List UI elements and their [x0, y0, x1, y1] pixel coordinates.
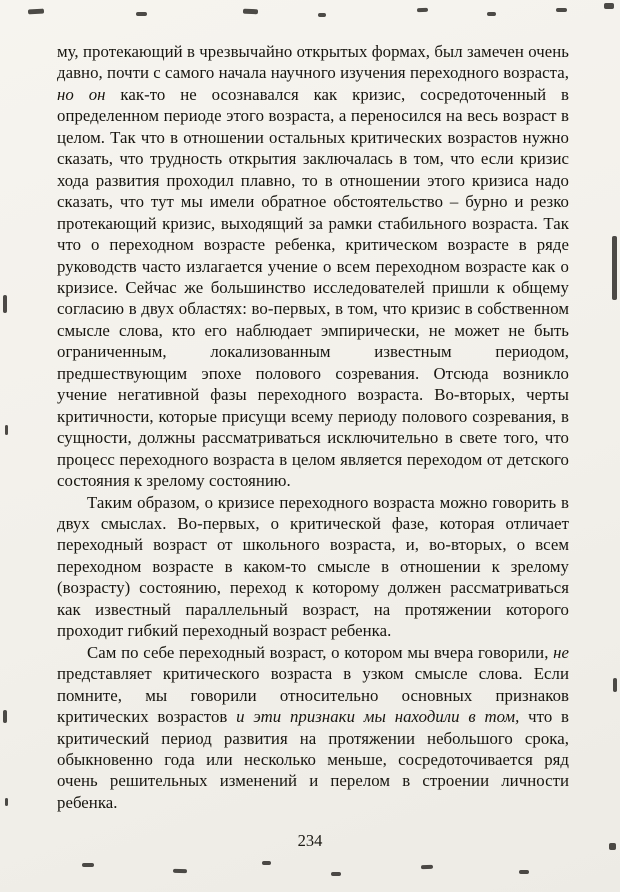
paragraph — [57, 642, 569, 814]
scan-artifact — [82, 863, 94, 867]
scan-artifact — [519, 870, 529, 874]
scan-artifact — [262, 861, 271, 865]
scan-artifact — [5, 425, 8, 435]
text-run: Сам по себе переходный возраст, о котором мы вчера говорили, — [87, 642, 554, 662]
scan-artifact — [3, 295, 7, 313]
scan-artifact — [331, 872, 341, 876]
scan-artifact — [612, 236, 617, 300]
paragraph — [57, 41, 569, 492]
scan-artifact — [613, 678, 617, 692]
italic-text-run: не — [553, 642, 569, 662]
text-run: представляет критического возраста в узком смысле слова. Если помните, мы говорили относительно основных признаков критических возрастов — [57, 664, 569, 727]
scan-artifact — [556, 8, 567, 12]
text-run: как-то не осознавался как кризис, сосредоточенный в определенном периоде этого возраста, а переносился на весь возраст в целом. Так что в отношении остальных критических возрастов нужно сказать, что трудность открытия заключалась в том, что если кризис хода развития проходил плавно, то в отношении этого кризиса надо сказать, что тут мы имели обратное обстоятельство – бурно и резко протекающий кризис, выходящий за рамки стабильного возраста. Так что о переходном возрасте ребенка, критическом возрасте в ряде руководств часто излагается учение о всем переходном возрасте как о кризисе. Сейчас же большинство исследователей пришли к общему согласию в двух областях: во-первых, в том, что кризис в собственном смысле слова, кто его наблюдает эмпирически, не может не быть ограниченным, локализованным известным периодом, предшествующим эпохе полового созревания. Отсюда возникло учение негативной фазы переходного возраста. Во-вторых, черты критичности, которые присущи всему периоду полового созревания, в сущности, должны рассматриваться исключительно в свете того, что процесс переходного возраста в целом является переходом от детского состояния к зрелому состоянию. — [57, 84, 569, 491]
scan-artifact — [28, 9, 44, 15]
text-run: му, протекающий в чрезвычайно открытых формах, был замечен очень давно, почти с самого начала научного изучения переходного возраста, — [57, 42, 569, 83]
scan-artifact — [5, 798, 8, 806]
scan-artifact — [318, 13, 326, 17]
scan-artifact — [417, 8, 428, 12]
page-number: 234 — [297, 831, 323, 850]
scan-artifact — [487, 12, 496, 16]
paragraph — [57, 492, 569, 642]
scan-artifact — [136, 12, 147, 16]
italic-text-run: но он — [57, 84, 106, 104]
scan-artifact — [173, 869, 187, 873]
text-run: Таким образом, о кризисе переходного возраста можно говорить в двух смыслах. Во-первых, о критической фазе, которая отличает переходный возраст от школьного возраста, и, во-вторых, о всем переходном возрасте в каком-то смысле в отношении к зрелому (возрасту) состоянию, переход к которому должен рассматриваться как известный параллельный возраст, на протяжении которого проходит гибкий переходный возраст ребенка. — [57, 492, 569, 641]
scan-artifact — [604, 3, 614, 9]
scan-artifact — [421, 865, 433, 869]
scan-artifact — [243, 9, 258, 15]
text-run: что в критический период развития на протяжении небольшого срока, обыкновенно года или несколько меньше, сосредоточивается ряд очень решительных изменений и перелом в строении личности ребенка. — [57, 707, 569, 812]
page-text — [57, 41, 569, 813]
italic-text-run: и эти признаки мы находили в том, — [236, 707, 520, 727]
scan-artifact — [3, 710, 7, 723]
